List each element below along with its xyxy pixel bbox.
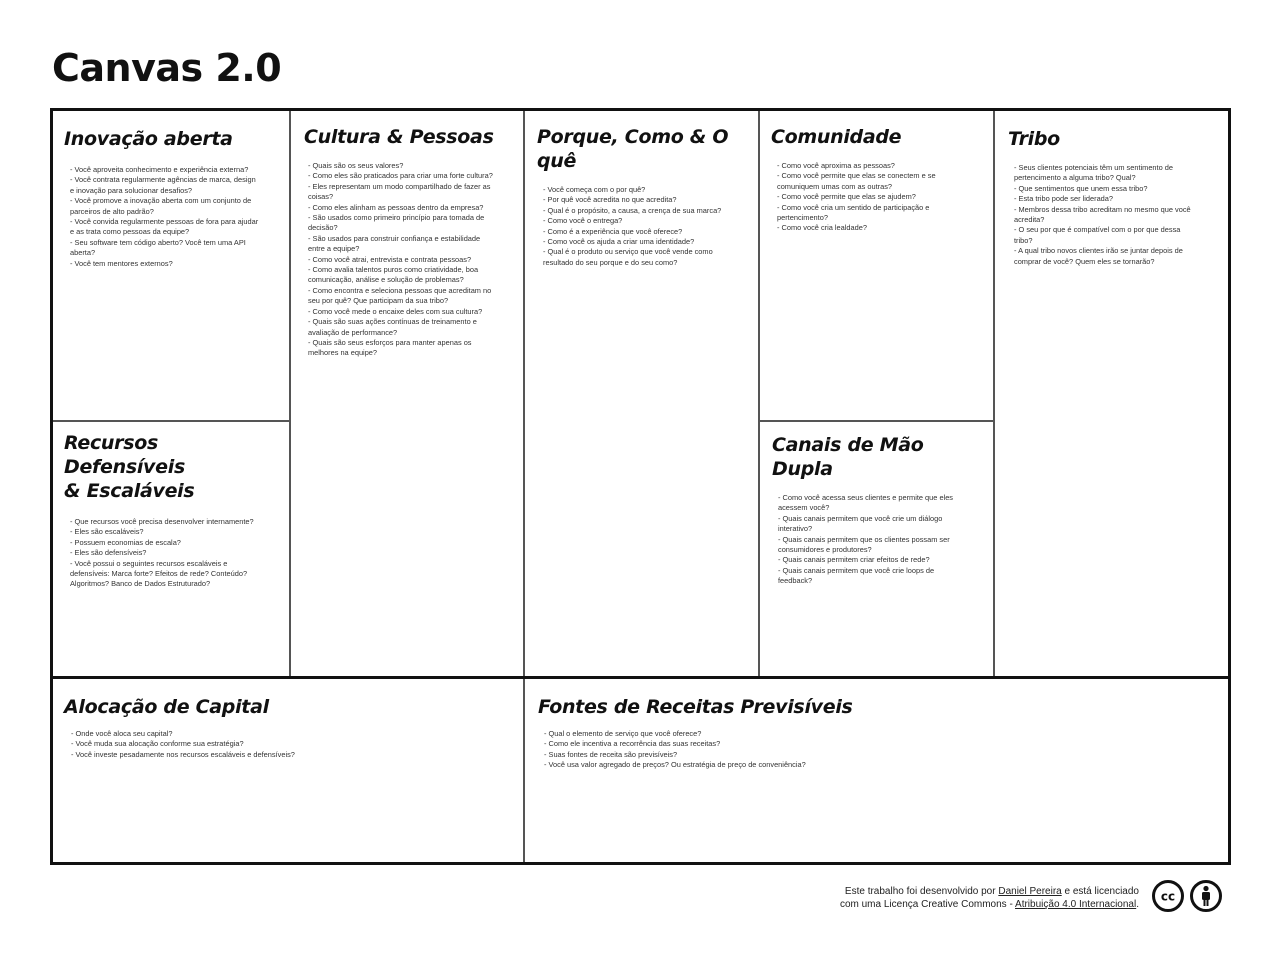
list-item: - Possuem economias de escala? <box>70 537 181 547</box>
block-title: Comunidade <box>771 126 902 148</box>
block-canais <box>772 433 982 587</box>
divider-h1 <box>53 420 290 422</box>
list-item: - Membros dessa tribo acreditam no mesmo que você acredita? <box>1014 204 1191 225</box>
list-item: - Eles são escaláveis? <box>70 527 144 537</box>
list-item: - Você começa com o por quê? <box>543 185 646 194</box>
list-item: - Onde você aloca seu capital? <box>71 729 173 738</box>
canvas-grid <box>50 108 1231 865</box>
block-inovacao-aberta <box>64 127 274 269</box>
list-item: - Quais canais permitem que você crie um diálogo interativo? <box>778 513 943 534</box>
divider-v1 <box>289 111 291 677</box>
divider-v3 <box>758 111 760 677</box>
question-list <box>64 517 260 590</box>
list-item: - Você aproveita conhecimento e experiência externa? <box>70 165 249 174</box>
block-title: Alocação de Capital <box>64 696 269 718</box>
cc-icon-label: cc <box>1160 889 1176 904</box>
divider-h-main <box>53 676 1228 679</box>
list-item: - Você possui o seguintes recursos escaláveis e defensíveis: Marca forte? Efeitos de rede? Conteúdo? Algoritmos? Banco de Dados Estruturado? <box>70 558 248 589</box>
list-item: - Quais são suas ações contínuas de treinamento e avaliação de performance? <box>308 317 477 337</box>
list-item: - Como você o entrega? <box>543 216 623 226</box>
list-item: - Seus clientes potenciais têm um sentimento de pertencimento a alguma tribo? Qual? <box>1014 163 1173 183</box>
question-list <box>538 729 1044 771</box>
list-item: - Qual é o propósito, a causa, a crença de sua marca? <box>543 205 722 215</box>
page-title: Canvas 2.0 <box>52 46 282 90</box>
list-item: - São usados para construir confiança e estabilidade entre a equipe? <box>308 233 481 254</box>
list-item: - Como eles alinham as pessoas dentro da empresa? <box>308 202 484 212</box>
list-item: - Esta tribo pode ser liderada? <box>1014 194 1114 204</box>
list-item: - Você convida regularmente pessoas de fora para ajudar e as trata como pessoas da equipe? <box>70 217 259 237</box>
footer-line-1 <box>840 885 1139 898</box>
list-item: - Como você cria um sentido de participação e pertencimento? <box>777 202 930 223</box>
list-item: - Como você cria lealdade? <box>777 223 867 233</box>
list-item: - Como você permite que elas se conectem e se comuniquem umas com as outras? <box>777 171 936 191</box>
list-item: - Você tem mentores externos? <box>70 258 173 268</box>
list-item: - Qual o elemento de serviço que você oferece? <box>544 729 702 738</box>
list-item: - Quais canais permitem criar efeitos de rede? <box>778 555 930 565</box>
question-list <box>64 165 260 269</box>
list-item: - Como é a experiência que você oferece? <box>543 226 683 236</box>
block-title: Cultura & Pessoas <box>304 126 494 148</box>
block-recursos <box>64 431 279 590</box>
list-item: - Eles são defensíveis? <box>70 548 147 558</box>
list-item: - Como eles são praticados para criar uma forte cultura? <box>308 171 493 181</box>
block-title-line1: Recursos Defensíveis <box>64 432 185 478</box>
question-list <box>771 161 957 234</box>
list-item: - Seu software tem código aberto? Você tem uma API aberta? <box>70 237 246 258</box>
list-item: - Qual é o produto ou serviço que você vende como resultado do seu porque e do seu como? <box>543 247 713 267</box>
list-item: - Você investe pesadamente nos recursos escaláveis e defensíveis? <box>71 749 295 759</box>
block-porque-como-o-que <box>537 125 752 268</box>
list-item: - Como você acessa seus clientes e permite que eles acessem você? <box>778 493 953 513</box>
list-item: - Quais são os seus valores? <box>308 161 404 170</box>
list-item: - Como encontra e seleciona pessoas que acreditam no seu por quê? Que participam da sua tribo? <box>308 285 492 306</box>
block-title: Tribo <box>1008 128 1060 150</box>
block-cultura-pessoas <box>304 125 509 359</box>
divider-v2 <box>523 111 525 862</box>
list-item: - Que sentimentos que unem essa tribo? <box>1014 183 1148 193</box>
list-item: - A qual tribo novos clientes irão se juntar depois de comprar de você? Quem eles se tornarão? <box>1014 246 1183 266</box>
question-list <box>772 493 962 587</box>
footer-line-2 <box>840 898 1139 911</box>
footer-text: Este trabalho foi desenvolvido por <box>844 886 999 897</box>
block-tribo <box>1008 127 1213 267</box>
list-item: - Por quê você acredita no que acredita? <box>543 195 677 205</box>
list-item: - São usados como primeiro princípio para tomada de decisão? <box>308 213 485 233</box>
block-fontes <box>538 695 1138 771</box>
list-item: - Como você os ajuda a criar uma identidade? <box>543 237 695 247</box>
divider-v4 <box>993 111 995 677</box>
list-item: - Eles representam um modo compartilhado de fazer as coisas? <box>308 181 491 202</box>
list-item: - Como ele incentiva a recorrência das suas receitas? <box>544 739 721 749</box>
list-item: - Que recursos você precisa desenvolver internamente? <box>70 517 254 526</box>
block-title: Canais de Mão Dupla <box>772 434 924 480</box>
list-item: - Como você aproxima as pessoas? <box>777 161 895 170</box>
block-title: Porque, Como & O quê <box>537 126 729 172</box>
block-title-line2: & Escaláveis <box>64 480 195 502</box>
list-item: - Como avalia talentos puros como criatividade, boa comunicação, análise e solução de problemas? <box>308 265 479 285</box>
block-alocacao <box>64 695 504 760</box>
license-footer <box>840 885 1139 911</box>
block-title: Fontes de Receitas Previsíveis <box>538 696 853 718</box>
block-comunidade <box>771 125 976 234</box>
list-item: - Você promove a inovação aberta com um conjunto de parceiros de alto padrão? <box>70 196 252 216</box>
list-item: - Você contrata regularmente agências de marca, design e inovação para solucionar desafios? <box>70 175 256 195</box>
question-list <box>64 729 471 760</box>
footer-text: e está licenciado <box>1061 886 1139 897</box>
list-item: - O seu por que é compatível com o por que dessa tribo? <box>1014 225 1181 245</box>
divider-h2 <box>759 420 994 422</box>
creative-commons-icon <box>1152 880 1184 912</box>
list-item: - Quais canais permitem que os clientes possam ser consumidores e produtores? <box>778 534 950 555</box>
question-list <box>1008 163 1194 267</box>
footer-text: com uma Licença Creative Commons - <box>839 899 1016 910</box>
list-item: - Quais são seus esforços para manter apenas os melhores na equipe? <box>308 337 472 358</box>
attribution-icon <box>1190 880 1222 912</box>
author-link[interactable]: Daniel Pereira <box>998 886 1062 897</box>
question-list <box>537 185 733 268</box>
list-item: - Você muda sua alocação conforme sua estratégia? <box>71 739 244 749</box>
list-item: - Como você permite que elas se ajudem? <box>777 192 916 202</box>
license-link[interactable]: Atribuição 4.0 Internacional <box>1015 899 1137 910</box>
list-item: - Como você mede o encaixe deles com sua cultura? <box>308 306 483 316</box>
list-item: - Quais canais permitem que você crie loops de feedback? <box>778 565 935 586</box>
footer-text: . <box>1136 899 1139 910</box>
list-item: - Você usa valor agregado de preços? Ou estratégia de preço de conveniência? <box>544 760 806 770</box>
list-item: - Como você atrai, entrevista e contrata pessoas? <box>308 254 472 264</box>
question-list <box>304 161 498 359</box>
list-item: - Suas fontes de receita são previsíveis? <box>544 749 678 759</box>
block-title: Inovação aberta <box>64 128 233 150</box>
